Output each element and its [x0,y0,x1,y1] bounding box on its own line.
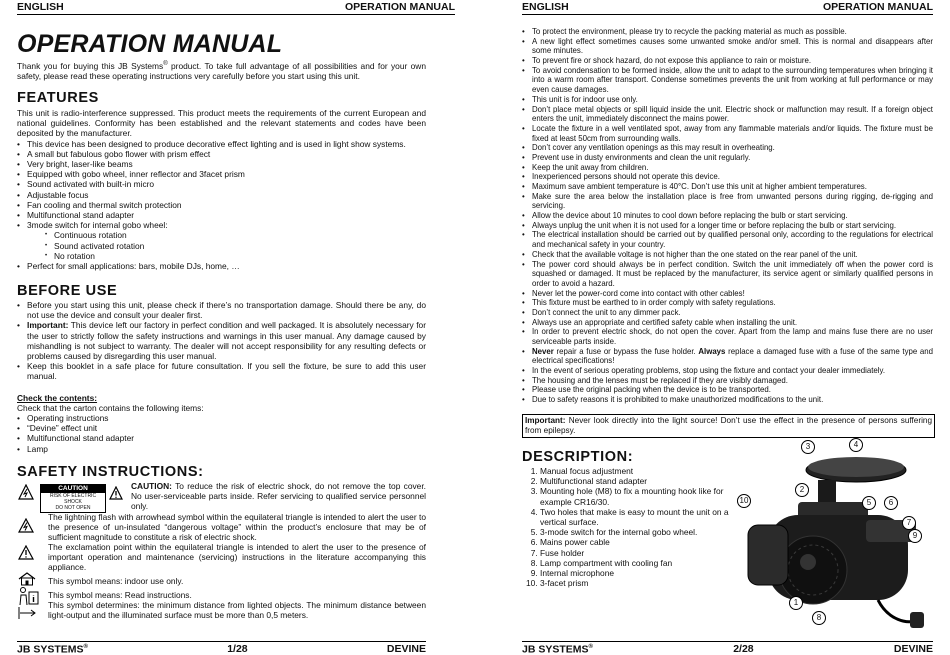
list-item: • Due to safety reasons it is prohibited to make unauthorized modifications to the unit. [522,395,933,405]
callout-8: 8 [812,611,826,625]
list-item: • Maximum save ambient temperature is 40°C. Don’t use this unit at higher ambient temperatures. [522,182,933,192]
list-item: • Don’t place metal objects or spill liquid inside the unit. Electric shock or malfunction may result. If a foreign object enters the unit, immediately disconnect the mains power. [522,105,933,124]
safety-bullets [522,27,933,405]
list-item: • Multifunctional stand adapter [17,210,426,220]
list-item: • This unit is for indoor use only. [522,95,933,105]
lightning-triangle-icon [18,484,34,500]
never-label: Never [532,347,554,356]
sub-item: • Sound activated rotation [45,241,426,251]
brand-reg: ® [84,644,88,650]
indoor-text: This symbol means: indoor use only. [48,576,426,586]
before-use-section [17,300,426,454]
list-item: 1. Manual focus adjustment [540,466,732,476]
list-item: • Check that the available voltage is not higher than the one stated on the rear panel of the unit. [522,250,933,260]
callout-5: 5 [862,496,876,510]
list-item [17,320,426,361]
list-item: • Lamp [17,444,426,454]
list-item: • Keep this booklet in a safe place for future consultation. If you sell the fixture, be sure to add this user manual. [17,361,426,381]
list-item: • A new light effect sometimes causes some unwanted smoke and/or smell. This is normal and disappears after some minutes. [522,37,933,56]
list-item: 3. Mounting hole (M8) to fix a mounting hook like for example CR16/30. [540,486,732,506]
list-item: • Keep the unit away from children. [522,163,933,173]
list-item: 6. Mains power cable [540,537,732,547]
exclamation-explanation: The exclamation point within the equilateral triangle is intended to alert the user to the presence of important operation and maintenance (servicing) instructions in the literature accompanying this appliance. [48,542,426,573]
important-text: This device left our factory in perfect condition and well packaged. It is absolutely necessary for the user to strictly follow the safety instructions and warnings in this user manual. Any damage caused by mishandling is not subject to warranty. The dealer will not accept responsibility for any resulting defects or problems caused by disregarding this user manual. [27,320,426,361]
list-item: • In order to prevent electric shock, do not open the cover. Apart from the lamp and mains fuse there are no user serviceable parts inside. [522,327,933,346]
list-item: • To protect the environment, please try to recycle the packing material as much as possible. [522,27,933,37]
list-item: • Prevent use in dusty environments and clean the unit regularly. [522,153,933,163]
brand-text: JB SYSTEMS [522,643,589,655]
list-item: • To prevent fire or shock hazard, do not expose this appliance to rain or moisture. [522,56,933,66]
lightning-triangle-icon-2 [18,518,34,533]
list-item: • This device has been designed to produce decorative effect lighting and is used in light show systems. [17,139,426,149]
caution-body: To reduce the risk of electric shock, do not remove the top cover. No user-serviceable parts inside. Refer servicing to qualified service personnel only. [131,481,426,511]
features-heading: FEATURES [17,90,99,106]
list-item: • Operating instructions [17,413,426,423]
list-item: • Always use an appropriate and certified safety cable when installing the unit. [522,318,933,328]
left-footer-brand [17,641,88,655]
important-label: Important: [27,320,68,330]
page-title: OPERATION MANUAL [17,30,282,59]
list-item: 9. Internal microphone [540,568,732,578]
always-label: Always [698,347,725,356]
list-item: • Inexperienced persons should not operate this device. [522,172,933,182]
sticker-line2: DO NOT OPEN [41,505,105,511]
list-item: • The power cord should always be in perfect condition. Switch the unit immediately off when the power cord is squashed or damaged. It must be replaced by the manufacturer, its service agent or similarly qualified persons in order to avoid a hazard. [522,260,933,289]
list-item [17,220,426,261]
intro-text-1: Thank you for buying this JB Systems [17,61,163,71]
list-item: • Allow the device about 10 minutes to cool down before replacing the bulb or start servicing. [522,211,933,221]
mode-sublist [27,230,426,261]
important-box-text: Never look directly into the light source! Don’t use the effect in the presence of persons suffering from epilepsy. [525,416,932,435]
list-item: • A small but fabulous gobo flower with prism effect [17,149,426,159]
lightning-explanation: The lightning flash with arrowhead symbol within the equilateral triangle is intended to alert the user to the presence of un-insulated “dangerous voltage” within the product’s enclosure that may be of sufficient magnitude to constitute a risk of electric shock. [48,512,426,543]
exclamation-triangle-icon [109,486,123,500]
list-item: • The housing and the lenses must be replaced if they are visibly damaged. [522,376,933,386]
important-box-label: Important: [525,416,565,425]
safety-list-continued [522,27,933,405]
caution-label: CAUTION: [131,481,172,491]
list-item: 2. Multifunctional stand adapter [540,476,732,486]
mode-switch-text: 3mode switch for internal gobo wheel: [27,220,168,230]
sub-item: • Continuous rotation [45,230,426,240]
important-box [522,414,935,438]
intro-reg: ® [163,61,167,67]
callout-1: 1 [789,596,803,610]
right-header [522,0,933,15]
list-item: 5. 3-mode switch for the internal gobo wheel. [540,527,732,537]
right-footer-product: DEVINE [894,643,933,655]
before-use-heading: BEFORE USE [17,283,117,299]
list-item: • Don’t cover any ventilation openings as this may result in overheating. [522,143,933,153]
left-footer-page: 1/28 [227,643,247,655]
callout-4: 4 [849,438,863,452]
never-text-2: replace a damaged fuse with a fuse of the same type and electrical specifications! [532,347,933,366]
list-item: • Very bright, laser-like beams [17,159,426,169]
left-footer-product: DEVINE [387,643,426,655]
left-footer [17,641,426,655]
sticker-title: CAUTION [41,485,105,493]
list-item: • Multifunctional stand adapter [17,433,426,443]
list-item: 10. 3-facet prism [540,578,732,588]
intro-text-2: product. To take full advantage of all possibilities and for your own safety, please read these operating instructions very carefully before you start using this unit. [17,61,426,81]
list-item: • The electrical installation should be carried out by qualified personal only, according to the regulations for electrical and mechanical safety in your country. [522,230,933,249]
list-item: 7. Fuse holder [540,548,732,558]
list-item: • Sound activated with built-in micro [17,179,426,189]
features-list [17,139,426,272]
exclamation-triangle-icon-2 [18,545,34,560]
read-text: This symbol means: Read instructions. [48,590,426,600]
list-item: • Fan cooling and thermal switch protection [17,200,426,210]
right-header-lang: ENGLISH [522,0,569,14]
list-item: • Adjustable focus [17,190,426,200]
distance-arrow-icon [18,606,36,620]
left-header-lang: ENGLISH [17,0,64,14]
callout-6: 6 [884,496,898,510]
caution-sticker [40,484,106,513]
list-item: • “Devine” effect unit [17,423,426,433]
left-header [17,0,455,15]
list-item: 4. Two holes that make is easy to mount the unit on a vertical surface. [540,507,732,527]
right-header-title: OPERATION MANUAL [823,0,933,14]
check-contents-text: Check that the carton contains the following items: [17,403,426,413]
sticker-line1: RISK OF ELECTRIC SHOCK [41,493,105,505]
left-header-title: OPERATION MANUAL [345,0,455,14]
list-item: • Never let the power-cord come into contact with other cables! [522,289,933,299]
brand-text: JB SYSTEMS [17,643,84,655]
check-contents-title: Check the contents: [17,393,426,403]
list-item: • Always unplug the unit when it is not used for a longer time or before replacing the bulb or start servicing. [522,221,933,231]
read-instructions-icon [18,586,40,606]
distance-text: This symbol determines: the minimum distance from lighted objects. The minimum distance between light-output and the illuminated surface must be more than 0,5 meters. [48,600,426,620]
description-list [522,466,732,588]
brand-reg: ® [589,644,593,650]
never-text-1: repair a fuse or bypass the fuse holder. [554,347,699,356]
list-item: 8. Lamp compartment with cooling fan [540,558,732,568]
list-item: • Please use the original packing when the device is to be transported. [522,385,933,395]
list-item: • To avoid condensation to be formed inside, allow the unit to adapt to the surrounding temperatures when bringing it into a warm room after transport. Condense sometimes prevents the unit from working at full performance or may even cause damages. [522,66,933,95]
callout-3: 3 [801,440,815,454]
features-section [17,108,426,271]
features-paragraph: This unit is radio-interference suppressed. This product meets the requirements of the current European and national guidelines. Conformity has been established and the relevant statements and codes have been deposited by the manufacturer. [17,108,426,139]
intro-paragraph [17,59,426,81]
list-item [522,347,933,366]
sub-item: • No rotation [45,251,426,261]
description-section [522,466,732,588]
callout-9: 9 [908,529,922,543]
list-item: • In the event of serious operating problems, stop using the fixture and contact your dealer immediately. [522,366,933,376]
list-item: • Before you start using this unit, please check if there’s no transportation damage. Should there be any, do not use the device and consult your dealer first. [17,300,426,320]
list-item: • Perfect for small applications: bars, mobile DJs, home, … [17,261,426,271]
list-item: • Don’t connect the unit to any dimmer pack. [522,308,933,318]
right-footer-page: 2/28 [733,643,753,655]
contents-list [17,413,426,454]
before-use-list [17,300,426,382]
indoor-house-icon [18,572,36,586]
right-footer-brand [522,641,593,655]
description-heading: DESCRIPTION: [522,449,633,465]
callout-2: 2 [795,483,809,497]
list-item: • Equipped with gobo wheel, inner reflector and 3facet prism [17,169,426,179]
list-item: • Make sure the area below the installation place is free from unwanted persons during rigging, de-rigging and servicing. [522,192,933,211]
safety-heading: SAFETY INSTRUCTIONS: [17,464,204,480]
right-footer [522,641,933,655]
list-item: • This fixture must be earthed to in order comply with safety regulations. [522,298,933,308]
callout-7: 7 [902,516,916,530]
caution-text [131,481,426,512]
callout-10: 10 [737,494,751,508]
list-item: • Locate the fixture in a well ventilated spot, away from any flammable materials and/or liquids. The fixture must be fixed at least 50cm from surrounding walls. [522,124,933,143]
